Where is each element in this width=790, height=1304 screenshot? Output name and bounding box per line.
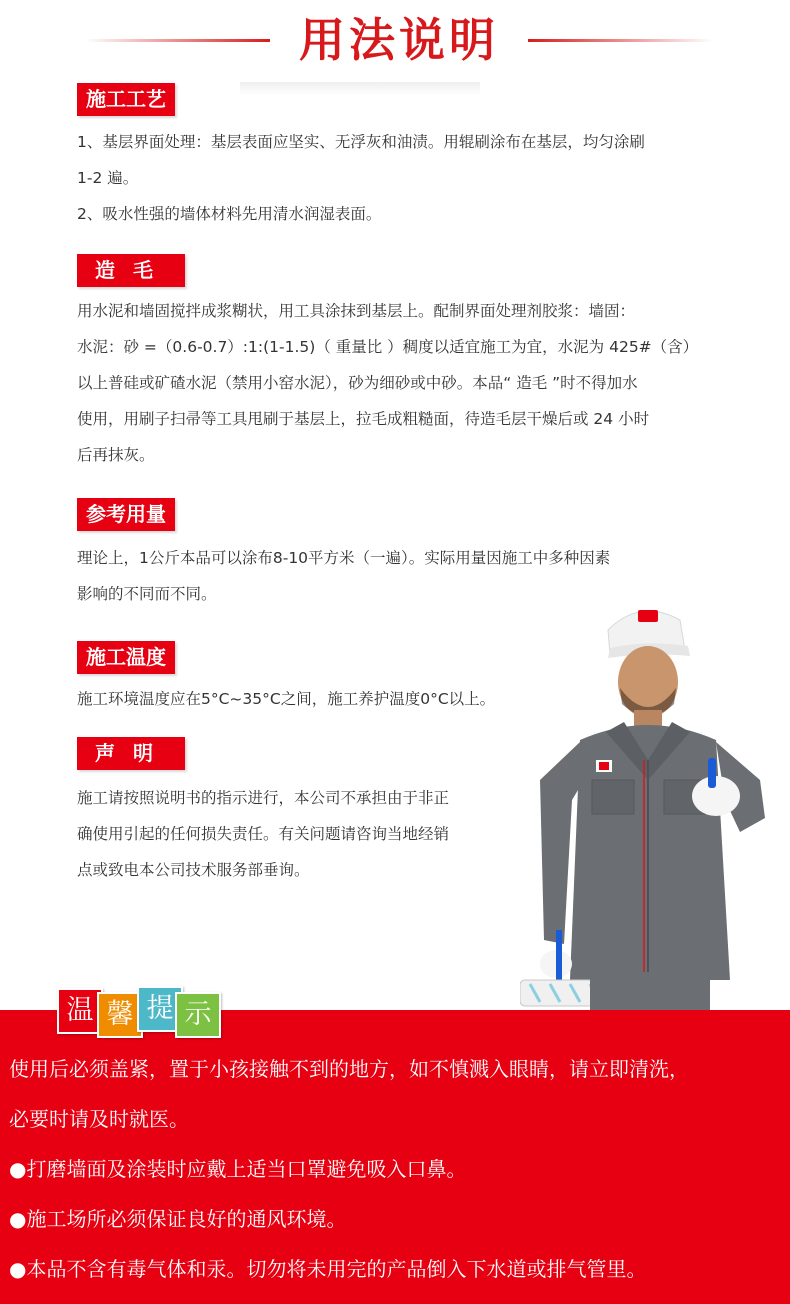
roughen-line-5: 后再抹灰。 xyxy=(77,446,155,464)
craft-line-1: 1、基层界面处理：基层表面应坚实、无浮灰和油渍。用辊刷涂布在基层，均匀涂刷 xyxy=(77,133,645,151)
title-divider-left xyxy=(85,39,270,42)
title-divider-right xyxy=(528,39,713,42)
badge-shi: 示 xyxy=(175,992,221,1038)
roughen-line-2: 水泥：砂 =（0.6-0.7）:1:(1-1.5)（ 重量比 ）稠度以适宜施工为宜，水泥为 425#（含） xyxy=(77,338,699,356)
section-header-statement: 声明 xyxy=(77,737,185,770)
craft-line-2: 1-2 遍。 xyxy=(77,169,139,187)
section-header-usage: 参考用量 xyxy=(77,498,175,531)
statement-line-2: 确使用引起的任何损失责任。有关问题请咨询当地经销 xyxy=(77,825,450,843)
title-row xyxy=(0,8,790,72)
title-shadow xyxy=(240,82,480,96)
tip-line-3: ●打磨墙面及涂装时应戴上适当口罩避免吸入口鼻。 xyxy=(9,1157,467,1181)
roughen-line-4: 使用，用刷子扫帚等工具甩刷于基层上，拉毛成粗糙面，待造毛层干燥后或 24 小时 xyxy=(77,410,650,428)
section-body-statement xyxy=(77,780,449,888)
roughen-line-3: 以上普硅或矿碴水泥（禁用小窑水泥），砂为细砂或中砂。本品“ 造毛 ”时不得加水 xyxy=(77,374,638,392)
section-header-roughen: 造毛 xyxy=(77,254,185,287)
statement-line-1: 施工请按照说明书的指示进行，本公司不承担由于非正 xyxy=(77,789,450,807)
tip-line-5: ●本品不含有毒气体和汞。切勿将未用完的产品倒入下水道或排气管里。 xyxy=(9,1257,647,1281)
section-body-craft xyxy=(77,124,645,232)
section-body-roughen xyxy=(77,293,698,473)
section-header-temperature: 施工温度 xyxy=(77,641,175,674)
tip-line-4: ●施工场所必须保证良好的通风环境。 xyxy=(9,1207,347,1231)
temperature-line-1: 施工环境温度应在5°C~35°C之间，施工养护温度0°C以上。 xyxy=(77,690,496,708)
craft-line-3: 2、吸水性强的墙体材料先用清水润湿表面。 xyxy=(77,205,382,223)
badge-wen: 温 xyxy=(57,988,103,1034)
section-body-temperature xyxy=(77,681,495,717)
roughen-line-1: 用水泥和墙固搅拌成浆糊状，用工具涂抹到基层上。配制界面处理剂胶浆：墙固： xyxy=(77,302,636,320)
usage-line-2: 影响的不同而不同。 xyxy=(77,585,217,603)
section-header-craft: 施工工艺 xyxy=(77,83,175,116)
warm-tips-badges xyxy=(57,984,227,1034)
statement-line-3: 点或致电本公司技术服务部垂询。 xyxy=(77,861,310,879)
badge-ti: 提 xyxy=(137,986,183,1032)
badge-xin: 馨 xyxy=(97,992,143,1038)
usage-line-1: 理论上，1公斤本品可以涂布8-10平方米（一遍）。实际用量因施工中多种因素 xyxy=(77,549,611,567)
tip-line-1: 使用后必须盖紧，置于小孩接触不到的地方，如不慎溅入眼睛，请立即清洗， xyxy=(9,1057,689,1081)
tip-line-2: 必要时请及时就医。 xyxy=(9,1107,189,1131)
page-title: 用法说明 xyxy=(299,13,499,67)
worker-illustration xyxy=(520,600,782,1020)
warm-tips-panel xyxy=(0,1010,790,1304)
